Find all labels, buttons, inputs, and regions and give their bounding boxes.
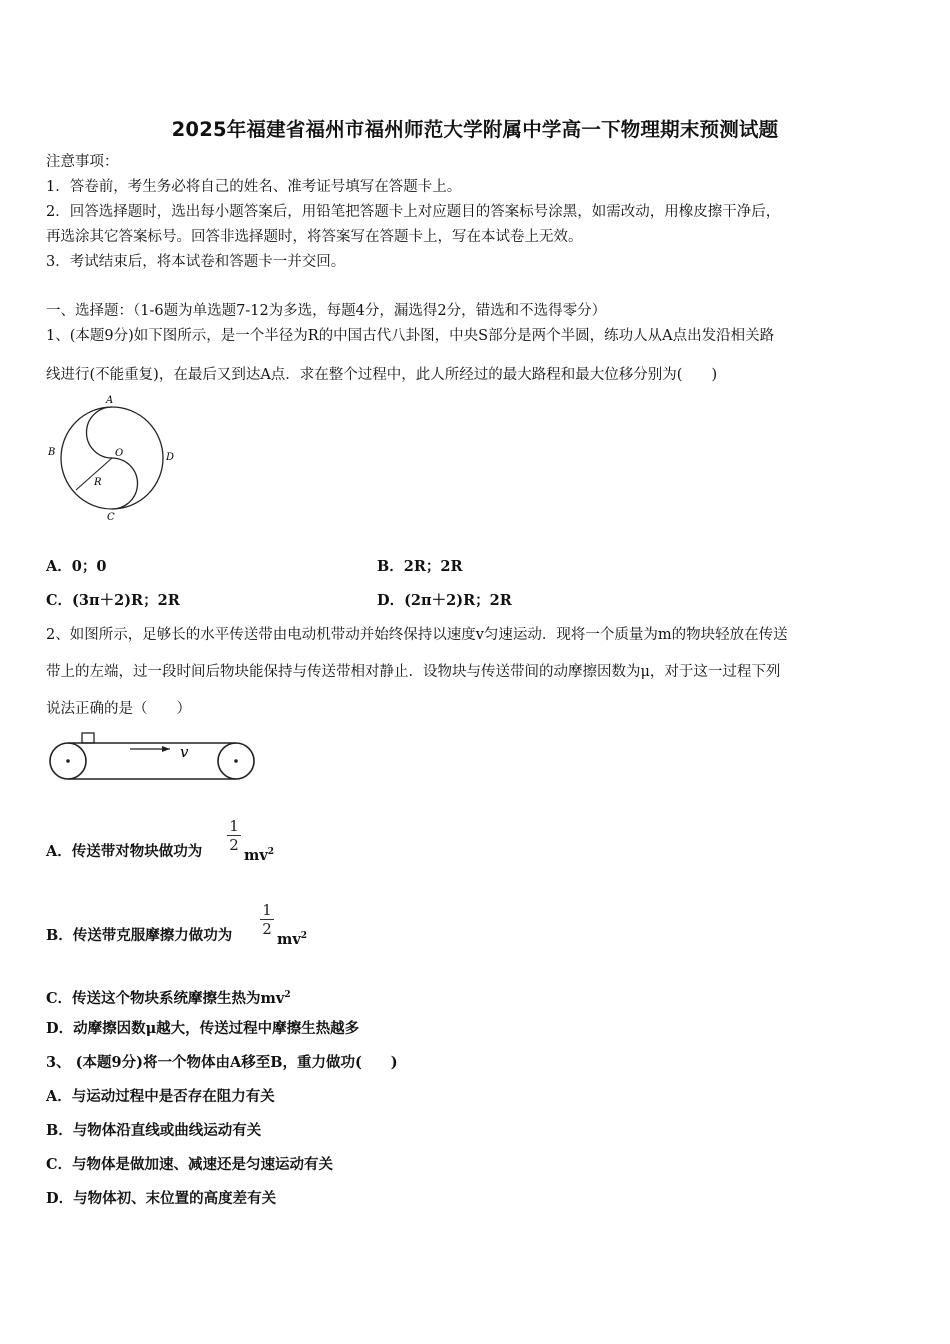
q2-option-b bbox=[46, 927, 232, 945]
conveyor-figure bbox=[44, 730, 260, 782]
q1-option-c: C．(3π＋2)R；2R bbox=[46, 592, 180, 609]
notice-heading: 注意事项： bbox=[46, 154, 119, 170]
q2-option-b-text: B．传送带克服摩擦力做功为 bbox=[46, 927, 233, 944]
label-d: D bbox=[166, 452, 175, 463]
velocity-arrowhead bbox=[162, 746, 170, 752]
q2-stem-line1: 2、如图所示，足够长的水平传送带由电动机带动并始终保持以速度v匀速运动．现将一个质量为m的物块轻放在传送 bbox=[46, 627, 788, 643]
fraction-half bbox=[260, 902, 274, 937]
notice-item: 1．答卷前，考生务必将自己的姓名、准考证号填写在答题卡上。 bbox=[46, 179, 462, 195]
fraction-half bbox=[227, 818, 241, 853]
q2-stem-line2: 带上的左端，过一段时间后物块能保持与传送带相对静止．设物块与传送带间的动摩擦因数为μ，对于这一过程下列 bbox=[46, 664, 781, 680]
q2-option-b-mv bbox=[277, 927, 307, 949]
q3-option-a: A．与运动过程中是否存在阻力有关 bbox=[46, 1088, 275, 1105]
mv-exponent: 2 bbox=[284, 990, 291, 1000]
fraction-numerator: 1 bbox=[262, 901, 272, 919]
q3-option-b: B．与物体沿直线或曲线运动有关 bbox=[46, 1122, 262, 1139]
left-pulley-axle bbox=[66, 759, 70, 763]
notice-item: 2．回答选择题时，选出每小题答案后，用铅笔把答题卡上对应题目的答案标号涂黑，如需改动，用橡皮擦干净后， bbox=[46, 204, 781, 220]
label-c: C bbox=[107, 512, 115, 523]
label-o: O bbox=[115, 448, 124, 459]
right-pulley-axle bbox=[234, 759, 238, 763]
q3-stem: 3、 (本题9分)将一个物体由A移至B，重力做功( ) bbox=[46, 1054, 398, 1071]
block bbox=[82, 733, 94, 743]
notice-item: 3．考试结束后，将本试卷和答题卡一并交回。 bbox=[46, 254, 346, 270]
label-v: v bbox=[180, 743, 189, 761]
q1-option-b: B．2R；2R bbox=[377, 558, 463, 575]
fraction-denominator: 2 bbox=[262, 920, 272, 938]
bagua-figure bbox=[40, 393, 190, 523]
mv-exponent: 2 bbox=[267, 847, 275, 857]
label-a: A bbox=[106, 395, 114, 406]
q1-stem-line2: 线进行(不能重复)，在最后又到达A点．求在整个过程中，此人所经过的最大路程和最大位移分别为( ) bbox=[46, 367, 718, 383]
q1-stem-line1: 1、(本题9分)如下图所示，是一个半径为R的中国古代八卦图，中央S部分是两个半圆，练功人从A点出发沿相关路 bbox=[46, 328, 775, 344]
page-title: 2025年福建省福州市福州师范大学附属中学高一下物理期末预测试题 bbox=[171, 118, 779, 141]
q3-option-c: C．与物体是做加速、减速还是匀速运动有关 bbox=[46, 1156, 334, 1173]
q2-option-a bbox=[46, 843, 202, 861]
fraction-denominator: 2 bbox=[229, 836, 239, 854]
q2-option-c-text: C．传送这个物块系统摩擦生热为mv bbox=[46, 989, 285, 1007]
q3-option-d: D．与物体初、末位置的高度差有关 bbox=[46, 1190, 277, 1207]
q2-option-a-mv bbox=[244, 843, 274, 865]
q2-stem-line3: 说法正确的是（ ） bbox=[46, 701, 191, 717]
upper-semicircle bbox=[87, 407, 113, 458]
q1-option-d: D．(2π＋2)R；2R bbox=[377, 592, 512, 609]
q1-option-a: A．0；0 bbox=[46, 558, 107, 575]
label-b: B bbox=[48, 447, 56, 458]
mv-text: mv bbox=[244, 846, 268, 864]
mv-exponent: 2 bbox=[300, 931, 308, 941]
q2-option-a-text: A．传送带对物块做功为 bbox=[46, 843, 203, 860]
mv-text: mv bbox=[277, 930, 301, 948]
fraction-numerator: 1 bbox=[229, 817, 239, 835]
label-r: R bbox=[94, 477, 102, 488]
notice-item: 再选涂其它答案标号。回答非选择题时，将答案写在答题卡上，写在本试卷上无效。 bbox=[46, 229, 583, 245]
section-heading: 一、选择题：（1-6题为单选题7-12为多选，每题4分，漏选得2分，错选和不选得零分） bbox=[46, 303, 607, 319]
q2-option-c bbox=[46, 986, 291, 1008]
lower-semicircle bbox=[112, 458, 138, 509]
q2-option-d: D．动摩擦因数μ越大，传送过程中摩擦生热越多 bbox=[46, 1020, 360, 1037]
